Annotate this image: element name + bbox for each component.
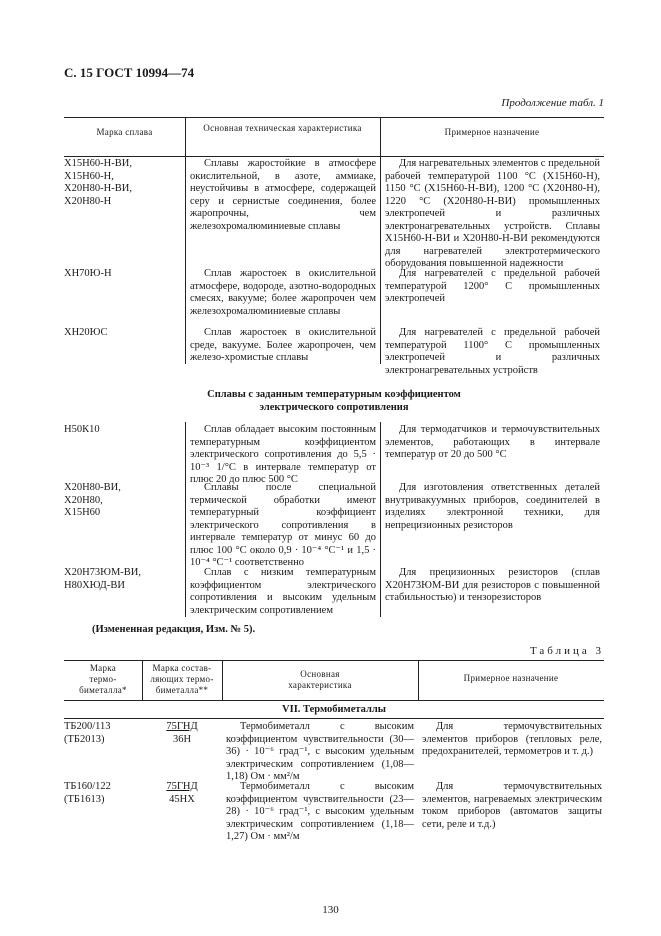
grade-line: (ТБ1613)	[64, 793, 105, 805]
table3-section-rule	[64, 718, 604, 719]
component-line: 75ГНД	[166, 721, 198, 732]
column-header-purpose: Примерное назначение	[444, 127, 540, 137]
table1-column-divider	[380, 422, 381, 617]
table-row-grade	[64, 424, 182, 437]
grade-line: ТБ160/122	[64, 781, 111, 792]
header-line: термо-	[89, 674, 117, 684]
column-header-grade: Марка сплава	[96, 127, 153, 137]
header-line: Марка состав-	[152, 663, 212, 673]
section-title-line: электрического сопротивления	[259, 401, 409, 413]
table3-title: Таблица 3	[529, 645, 604, 657]
table3-section-title: VII. Термобиметаллы	[282, 704, 386, 715]
component-line: 36Н	[172, 733, 192, 745]
grade-line: ХН70Ю-Н	[64, 268, 112, 279]
table-row-characteristic: Сплавы после специальной термической обработки имеют температурный коэффициент электрического сопротивления в интервале температур от минус 60 до плюс 100 °С около 0,9 · 10⁻⁴ °С⁻¹ и 1,5 · 10⁻⁴ °С⁻¹ соответственно	[190, 482, 376, 568]
section-title-line: Сплавы с заданным температурным коэффициентом	[207, 389, 461, 400]
grade-line: Х20Н80-Н	[64, 195, 112, 207]
grade-line: Х20Н73ЮМ-ВИ,	[64, 567, 142, 578]
table-continuation-label: Продолжение табл. 1	[501, 97, 604, 109]
amendment-note: (Измененная редакция, Изм. № 5).	[92, 624, 256, 635]
grade-line: ХН20ЮС	[64, 327, 108, 338]
header-line: Марка	[89, 663, 117, 673]
grade-line: Н50К10	[64, 424, 100, 435]
table-row-purpose: Для прецизионных резисторов (сплав Х20Н73ЮМ-ВИ для резисторов с повышенной стабильностью) и тензорезисторов	[385, 567, 600, 603]
component-line: 45НХ	[169, 793, 195, 805]
grade-line: Х20Н80-Н-ВИ,	[64, 183, 132, 194]
grade-line: Х15Н60-Н-ВИ,	[64, 158, 132, 169]
table-row-bimetal-grade	[64, 781, 142, 806]
table-row-grade	[64, 268, 182, 281]
column-header-characteristic: Основная техническая характеристика	[203, 123, 362, 133]
table-row-purpose: Для изготовления ответственных деталей внутривакуумных приборов, соединителей в изделиях электронной техники, для непрецизионных резисторов	[385, 482, 600, 531]
table3-top-rule	[64, 660, 604, 661]
table-row-components	[142, 781, 222, 806]
header-line: биметалла**	[155, 685, 209, 695]
table-row-characteristic: Сплав обладает высоким постоянным температурным коэффициентом электрического сопротивления до 5,5 · 10⁻³ 1/°С в интервале температур от плюс 20 до плюс 500 °С	[190, 424, 376, 485]
column-header-purpose	[418, 673, 604, 684]
table-row-grade	[64, 482, 182, 520]
table-row-characteristic: Термобиметалл с высоким коэффициентом чувствительности (30—36) · 10⁻⁶ град⁻¹, с высоким удельным электрическим сопротивлением (1,08—1,18) Ом · мм²/м	[226, 721, 414, 782]
table-row-components	[142, 721, 222, 746]
table3-header-rule	[64, 700, 604, 701]
header-line: Примерное назначение	[463, 673, 559, 683]
grade-line: Х15Н60	[64, 507, 101, 518]
table1-top-rule	[64, 117, 604, 118]
header-line: Основная	[300, 669, 340, 679]
column-header-bimetal-grade	[64, 663, 142, 696]
table-row-grade	[64, 158, 182, 208]
grade-line: ТБ200/113	[64, 721, 111, 732]
grade-line: Х15Н60-Н,	[64, 170, 114, 182]
grade-line: Х20Н80-ВИ,	[64, 482, 121, 493]
header-line: ляющих термо-	[150, 674, 214, 684]
table-row-purpose: Для нагревательных элементов с предельной рабочей температурой 1100 °С (Х15Н60-Н), 1150 °С (Х15Н60-Н-ВИ), 1200 °С (Х20Н80-Н), 1220 °С (Х20Н80-Н-ВИ) промышленных электропечей и различных электронагревательных устройств. Сплавы Х15Н60-Н-ВИ и Х20Н80-Н-ВИ рекомендуются для нагревателей электротермического оборудования повышенной надежности	[385, 158, 601, 269]
grade-line: Х20Н80,	[64, 494, 103, 506]
table-row-characteristic: Сплав с низким температурным коэффициентом электрического сопротивления и высоким удельным электрическим сопротивлением	[190, 567, 376, 616]
table-row-purpose: Для нагревателей с предельной рабочей температурой 1200° С промышленных электропечей	[385, 268, 600, 304]
table-row-purpose: Для термочувствительных элементов, нагреваемых электрическим током приборов (автоматов защиты сети, реле и т.д.)	[422, 781, 602, 830]
page-header: С. 15 ГОСТ 10994—74	[64, 65, 195, 80]
grade-line: (ТБ2013)	[64, 733, 105, 745]
table1-column-divider	[185, 422, 186, 617]
table-row-grade	[64, 327, 182, 340]
column-header-characteristic	[222, 669, 418, 691]
table-row-characteristic: Сплав жаростоек в окислительной среде, вакууме. Более жаропрочен, чем железо-хромистые сплавы	[190, 327, 376, 363]
table-row-characteristic: Термобиметалл с высоким коэффициентом чувствительности (23—28) · 10⁻⁶ град⁻¹, с высоким удельным электрическим сопротивлением (1,18—1,27) Ом · мм²/м	[226, 781, 414, 842]
section-title	[64, 389, 604, 414]
table1-column-divider	[185, 156, 186, 364]
table-row-purpose: Для термодатчиков и термочувствительных элементов, работающих в интервале температур от 20 до 500 °С	[385, 424, 600, 460]
table-row-characteristic: Сплавы жаростойкие в атмосфере окислительной, в азоте, аммиаке, неустойчивы в атмосфере, содержащей серу и сернистые соединения, более жаропрочны, чем железохромалюминиевые сплавы	[190, 158, 376, 232]
column-header-component-grades	[142, 663, 222, 696]
header-line: биметалла*	[79, 685, 127, 695]
page-number: 130	[322, 904, 339, 916]
table-row-bimetal-grade	[64, 721, 142, 746]
table-row-purpose: Для нагревателей с предельной рабочей температурой 1100° С промышленных электропечей и различных электронагревательных устройств	[385, 327, 600, 376]
table1-column-divider	[380, 156, 381, 364]
header-line: характеристика	[288, 680, 352, 690]
grade-line: Н80ХЮД-ВИ	[64, 579, 125, 591]
table-row-grade	[64, 567, 182, 592]
table-row-characteristic: Сплав жаростоек в окислительной атмосфере, водороде, азотно-водородных смесях, вакууме; более жаропрочен чем железохромалюминиевые сплавы	[190, 268, 376, 317]
table-row-purpose: Для термочувствительных элементов приборов (тепловых реле, предохранителей, термометров и т. д.)	[422, 721, 602, 757]
component-line: 75ГНД	[166, 781, 198, 792]
table1-header-rule	[64, 156, 604, 157]
